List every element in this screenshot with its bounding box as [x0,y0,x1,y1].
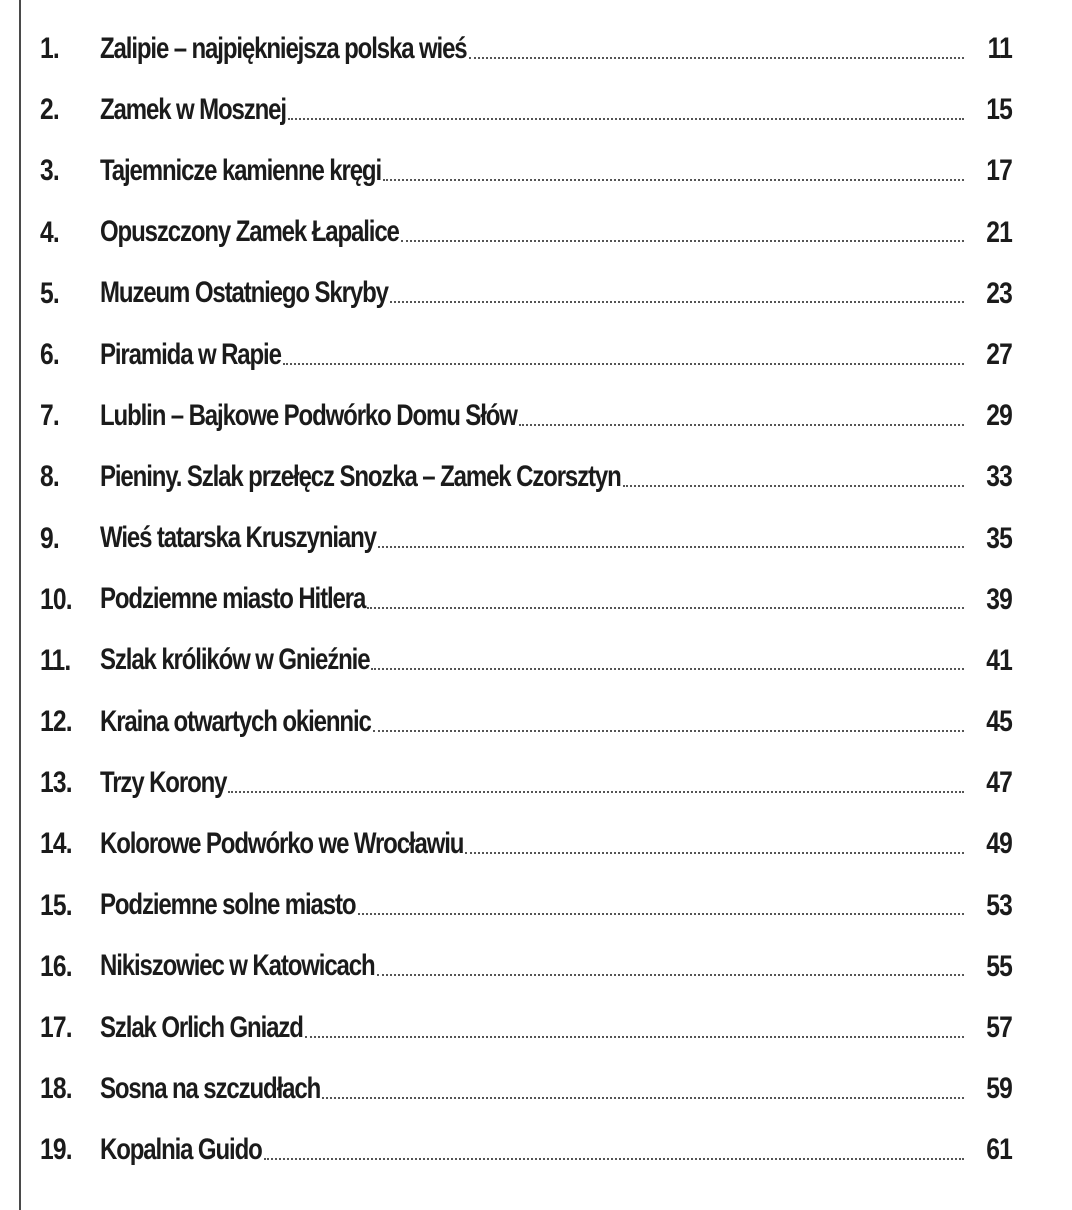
toc-entry-body [100,875,964,936]
toc-entry-page-number: 27 [986,337,1012,371]
toc-entry-body [100,691,964,752]
toc-entry-body [100,202,964,263]
toc-entry-title: Nikiszowiec w Katowicach [100,949,375,983]
toc-dot-leader [623,485,964,487]
toc-entry[interactable] [0,691,1072,752]
toc-entry[interactable] [0,140,1072,201]
toc-entry-page-number: 47 [986,766,1012,800]
toc-entry-page-number: 53 [986,888,1012,922]
toc-entry-number: 1. [40,32,59,65]
toc-entry-body [100,385,964,446]
toc-dot-leader [228,791,964,793]
toc-entry-number: 19. [40,1133,72,1167]
toc-entry[interactable] [0,997,1072,1058]
toc-entry-number: 12. [40,705,72,739]
table-of-contents [0,18,1072,1181]
toc-entry-page-number: 45 [986,705,1012,739]
toc-entry[interactable] [0,18,1072,79]
toc-entry-title: Piramida w Rapie [100,337,281,371]
toc-entry-body [100,997,964,1058]
toc-entry-number: 8. [40,460,59,494]
toc-entry-number: 11. [40,643,71,677]
toc-entry-body [100,936,964,997]
toc-entry-title: Wieś tatarska Kruszyniany [100,521,376,555]
toc-entry-number: 6. [40,337,59,371]
toc-entry-page-number: 11 [987,32,1012,65]
toc-entry-title: Lublin – Bajkowe Podwórko Domu Słów [100,398,517,432]
toc-entry-number: 3. [40,154,59,188]
toc-entry-number: 5. [40,276,59,310]
toc-entry-number: 16. [40,949,72,983]
toc-entry-body [100,79,964,140]
toc-dot-leader [465,852,964,854]
toc-entry-title: Szlak Orlich Gniazd [100,1010,303,1044]
toc-entry[interactable] [0,569,1072,630]
toc-entry-title: Kopalnia Guido [100,1132,262,1166]
toc-dot-leader [377,974,964,976]
toc-entry-page-number: 59 [986,1072,1012,1106]
toc-entry-page-number: 23 [986,276,1012,310]
toc-entry-body [100,630,964,691]
toc-entry-page-number: 29 [986,399,1012,433]
toc-entry-page-number: 61 [986,1133,1012,1167]
toc-entry-body [100,508,964,569]
toc-entry-title: Trzy Korony [100,765,227,799]
toc-entry-page-number: 33 [986,460,1012,494]
toc-entry-body [100,446,964,507]
toc-entry-number: 4. [40,215,59,249]
toc-entry-body [100,18,964,79]
toc-dot-leader [371,668,964,670]
toc-entry[interactable] [0,630,1072,691]
toc-entry-title: Podziemne miasto Hitlera [100,582,366,616]
toc-entry-title: Sosna na szczudłach [100,1071,321,1105]
toc-entry-title: Kraina otwartych okiennic [100,704,371,738]
toc-entry-body [100,813,964,874]
toc-dot-leader [390,301,964,303]
toc-dot-leader [288,118,964,120]
toc-entry-number: 7. [40,399,59,433]
toc-entry-body [100,752,964,813]
toc-entry[interactable] [0,936,1072,997]
toc-dot-leader [378,546,964,548]
toc-entry-page-number: 35 [986,521,1012,555]
toc-entry[interactable] [0,1119,1072,1180]
toc-entry-number: 2. [40,93,59,127]
toc-entry-number: 17. [40,1011,72,1044]
toc-dot-leader [305,1036,964,1038]
toc-entry-title: Kolorowe Podwórko we Wrocławiu [100,827,464,861]
toc-dot-leader [401,240,964,242]
toc-entry-body [100,569,964,630]
toc-entry-body [100,1058,964,1119]
toc-entry[interactable] [0,79,1072,140]
toc-entry-title: Tajemnicze kamienne kręgi [100,153,382,187]
toc-entry-page-number: 49 [986,827,1012,861]
toc-entry-page-number: 41 [986,643,1012,677]
toc-entry-title: Muzeum Ostatniego Skryby [100,276,388,310]
toc-entry-title: Pieniny. Szlak przełęcz Snozka – Zamek Czorsztyn [100,459,621,493]
toc-entry-page-number: 57 [986,1011,1012,1044]
toc-entry[interactable] [0,263,1072,324]
toc-entry-title: Podziemne solne miasto [100,888,356,922]
toc-entry-body [100,324,964,385]
toc-entry[interactable] [0,202,1072,263]
toc-entry-title: Zamek w Mosznej [100,92,286,126]
toc-entry[interactable] [0,1058,1072,1119]
toc-entry[interactable] [0,385,1072,446]
toc-entry[interactable] [0,752,1072,813]
toc-entry-number: 14. [40,827,72,861]
toc-dot-leader [519,424,964,426]
toc-entry-title: Szlak królików w Gnieźnie [100,643,370,677]
toc-dot-leader [283,363,964,365]
toc-entry[interactable] [0,813,1072,874]
toc-dot-leader [373,730,964,732]
toc-entry-body [100,140,964,201]
toc-entry-page-number: 21 [986,215,1012,249]
toc-entry[interactable] [0,324,1072,385]
toc-entry-body [100,263,964,324]
toc-entry-page-number: 15 [986,93,1012,127]
toc-entry-page-number: 39 [986,582,1012,616]
toc-entry-number: 9. [40,521,59,555]
toc-dot-leader [264,1158,964,1160]
toc-dot-leader [358,913,965,915]
toc-entry-page-number: 55 [986,949,1012,983]
toc-entry-number: 15. [40,888,72,922]
toc-dot-leader [322,1097,964,1099]
toc-entry-title: Zalipie – najpiękniejsza polska wieś [100,31,467,65]
toc-entry[interactable] [0,508,1072,569]
toc-entry-body [100,1119,964,1180]
toc-entry-page-number: 17 [986,154,1012,188]
toc-entry-title: Opuszczony Zamek Łapalice [100,215,399,249]
toc-entry-number: 13. [40,766,72,800]
toc-entry[interactable] [0,875,1072,936]
toc-entry-number: 18. [40,1072,72,1106]
toc-entry-number: 10. [40,582,72,616]
toc-dot-leader [367,607,964,609]
toc-dot-leader [469,57,964,59]
toc-dot-leader [383,179,964,181]
toc-entry[interactable] [0,446,1072,507]
